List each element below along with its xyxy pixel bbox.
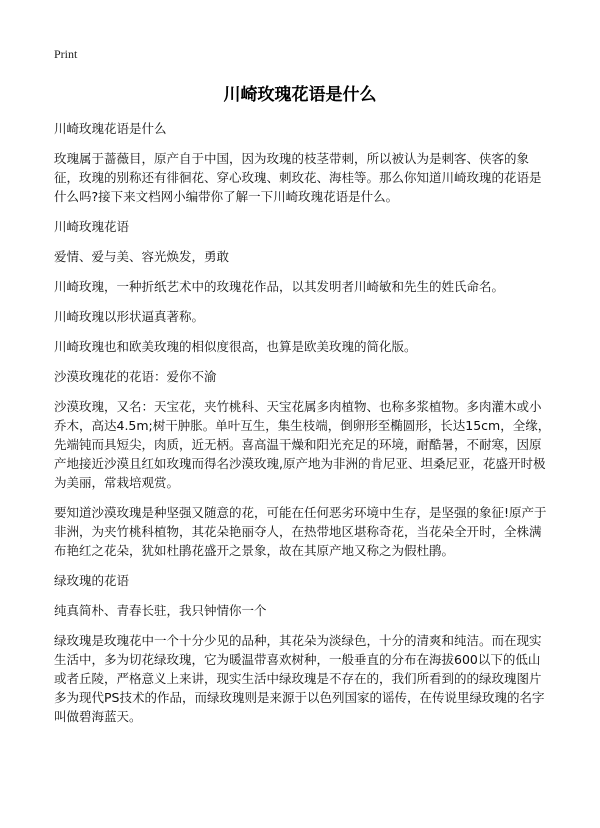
section-heading: 绿玫瑰的花语	[54, 573, 130, 588]
section-heading: 川崎玫瑰花语是什么	[54, 121, 167, 136]
paragraph: 川崎玫瑰以形状逼真著称。	[54, 309, 205, 324]
paragraph: 川崎玫瑰也和欧美玫瑰的相似度很高，也算是欧美玫瑰的简化版。	[54, 339, 417, 354]
paragraph: 玫瑰属于蔷薇目，原产自于中国，因为玫瑰的枝茎带刺，所以被认为是刺客、侠客的象征，玫瑰的别称还有徘徊花、穿心玫瑰、刺玫花、海桂等。那么你知道川崎玫瑰的花语是什么吗?接下来文档网小编带你了解一下川崎玫瑰花语是什么。	[54, 151, 542, 204]
print-link[interactable]: Print	[54, 47, 78, 61]
section-heading: 沙漠玫瑰花的花语：爱你不渝	[54, 369, 217, 384]
paragraph: 川崎玫瑰，一种折纸艺术中的玫瑰花作品，以其发明者川崎敏和先生的姓氏命名。	[54, 279, 505, 294]
paragraph: 沙漠玫瑰，又名：天宝花，夹竹桃科、天宝花属多肉植物、也称多浆植物。多肉灌木或小乔木，高达4.5m;树干肿胀。单叶互生，集生枝端，倒卵形至椭圆形，长达15cm，全缘，先端钝而具短尖，肉质，近无柄。喜高温干燥和阳光充足的环境，耐酷暑，不耐寒，因原产地接近沙漠且红如玫瑰而得名沙漠玫瑰,原产地为非洲的肯尼亚、坦桑尼亚，花盛开时极为美丽，常栽培观赏。	[54, 399, 551, 490]
paragraph: 爱情、爱与美、容光焕发，勇敢	[54, 249, 230, 264]
paragraph: 绿玫瑰是玫瑰花中一个十分少见的品种，其花朵为淡绿色，十分的清爽和纯洁。而在现实生活中，多为切花绿玫瑰，它为暖温带喜欢树种，一般垂直的分布在海拔600以下的低山或者丘陵，严格意义上来讲，现实生活中绿玫瑰是不存在的，我们所看到的的绿玫瑰图片多为现代PS技术的作品，而绿玫瑰则是来源于以色列国家的谣传，在传说里绿玫瑰的名字叫做碧海蓝天。	[54, 633, 545, 724]
page-title: 川崎玫瑰花语是什么	[223, 85, 377, 105]
paragraph: 要知道沙漠玫瑰是种坚强又随意的花，可能在任何恶劣环境中生存，是坚强的象征!原产于非洲，为夹竹桃科植物，其花朵艳丽夺人，在热带地区堪称奇花，当花朵全开时，全株满布艳红之花朵，犹如杜鹃花盛开之景象，故在其原产地又称之为假杜鹃。	[54, 505, 547, 558]
paragraph: 纯真简朴、青春长驻，我只钟情你一个	[54, 603, 267, 618]
article-body	[54, 119, 552, 737]
section-heading: 川崎玫瑰花语	[54, 219, 130, 234]
